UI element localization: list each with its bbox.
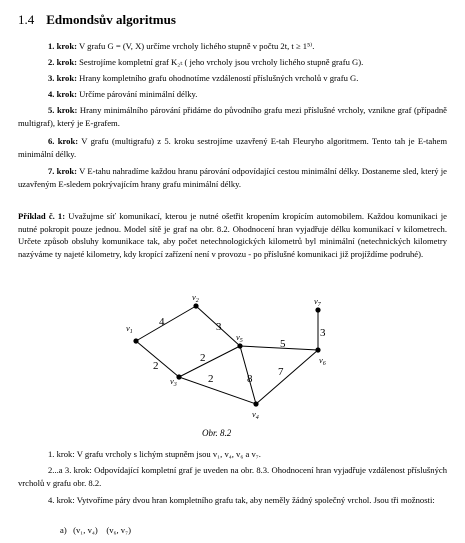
node-label-v7: $v_7$: [314, 296, 321, 308]
weight-v3-v5: 2: [200, 352, 206, 364]
edge-v1-v2: [136, 306, 196, 341]
node-v6: [315, 347, 320, 352]
node-v7: [315, 307, 320, 312]
weight-v7-v6: 3: [320, 327, 326, 339]
node-v2: [193, 303, 198, 308]
option-label: a): [60, 525, 67, 535]
weight-v1-v2: 4: [159, 316, 165, 328]
weight-v2-v5: 3: [216, 321, 222, 333]
step-text: V grafu G = (V, X) určíme vrcholy lichého stupně v počtu 2t, t ≥ 1⁵⁾.: [78, 41, 315, 51]
pairs-option-a: [60, 524, 131, 537]
section-title: Edmondsův algoritmus: [46, 12, 176, 27]
step-label: 6. krok:: [48, 136, 79, 146]
node-label-v6: $v_6$: [319, 355, 326, 367]
node-label-v4: $v_4$: [252, 409, 259, 421]
figure-caption: Obr. 8.2: [202, 428, 232, 438]
step-text: V grafu (multigrafu) z 5. kroku sestrojíme uzavřený E-tah Fleuryho algoritmem. Tento tah je E-tahem minimální délky.: [18, 136, 447, 159]
node-label-v3: $v_3$: [170, 376, 177, 388]
step-label: 7. krok:: [48, 166, 78, 176]
node-label-v2: $v_2$: [192, 292, 199, 304]
weight-v5-v4: 8: [247, 373, 253, 385]
example-text: Uvažujme síť komunikací, kterou je nutné ošetřit kropením kropícím automobilem. Každou komunikaci je nutné pokropit pouze jednou. Model sítě je graf na obr. 8.2. Ohodnocení hran vyjadřuje délku komunikací v kilometrech. Určete způsob obsluhy komunikace tak, aby počet netechnologických kilometrů byl minimální (netechnických kilometry nazýváme ty najeté kilometry, kdy kropící zařízení není v provozu - po příslušné komunikaci již projíždíme podruhé).: [18, 211, 447, 259]
step-label: 5. krok:: [48, 105, 78, 115]
weight-v3-v4: 2: [208, 373, 214, 385]
step-label: 4. krok:: [48, 89, 77, 99]
step-label: 1. krok:: [48, 41, 77, 51]
weight-v1-v3: 2: [153, 360, 159, 372]
step-text: Určíme párování minimální délky.: [79, 89, 198, 99]
step-text: Hrany minimálního párování přidáme do původního grafu mezi příslušné vrcholy, vznikne graf (případně multigraf), který je E-grafem.: [18, 105, 447, 128]
weight-v4-v6: 7: [278, 366, 284, 378]
step-text: Sestrojíme kompletní graf K₂ₜ ( jeho vrcholy jsou vrcholy lichého stupně grafu G).: [79, 57, 364, 67]
weight-v5-v6: 5: [280, 338, 286, 350]
node-label-v1: $v_1$: [126, 323, 133, 335]
node-v5: [237, 343, 242, 348]
node-v1: [133, 338, 138, 343]
solution-step-2-3: 2...a 3. krok: Odpovídající kompletní graf je uveden na obr. 8.3. Ohodnocení hran vyjadřuje vzdálenost příslušných vrcholů v grafu obr. 8.2.: [18, 465, 447, 488]
edge-v5-v6: [240, 346, 318, 350]
pair-2: (v₆, v₇): [106, 525, 131, 535]
edge-v4-v6: [256, 350, 318, 404]
pair-1: (v₁, v₄): [73, 525, 98, 535]
step-text: V E-tahu nahradíme každou hranu párování odpovídající cestou minimální délky. Dostaneme sled, který je uzavřeným E-sledem pokrývajícím hrany grafu minimální délky.: [18, 166, 447, 189]
edge-v3-v4: [179, 377, 256, 404]
solution-step-1: 1. krok: V grafu vrcholy s lichým stupněm jsou v₁, v₄, v₆ a v₇.: [48, 449, 261, 459]
node-label-v5: $v_5$: [236, 332, 243, 344]
step-text: Hrany kompletního grafu ohodnotíme vzdáleností příslušných vrcholů v grafu G.: [79, 73, 359, 83]
section-number: 1.4: [18, 12, 35, 27]
solution-step-4: 4. krok: Vytvoříme páry dvou hran kompletního grafu tak, aby neměly žádný společný vrchol. Jsou tři možnosti:: [48, 495, 435, 505]
example-label: Příklad č. 1:: [18, 211, 66, 221]
node-v3: [176, 374, 181, 379]
node-v4: [253, 401, 258, 406]
step-label: 2. krok:: [48, 57, 77, 67]
step-label: 3. krok:: [48, 73, 77, 83]
